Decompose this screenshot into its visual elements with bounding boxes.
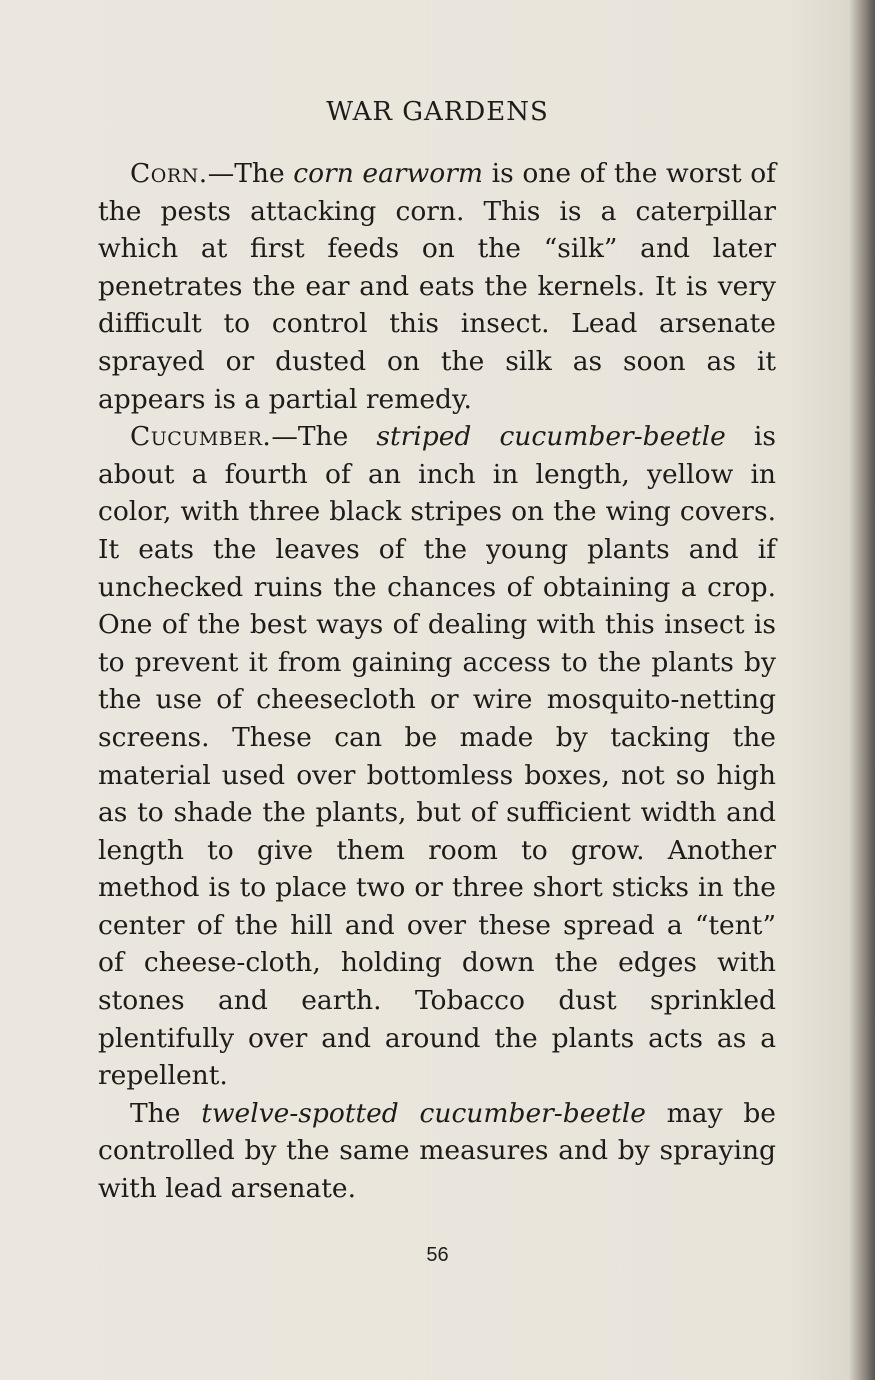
paragraph-text: is about a fourth of an inch in length, yellow in color, with three black stripes on the wing covers. It eats the leaves of the young plants and if unchecked ruins the chances of obtaining a crop. One of the best ways of dealing with this insect is to prevent it from gaining access to the plants by the use of cheesecloth or wire mosquito-netting screens. These can be made by tacking the material used over bottomless boxes, not so high as to shade the plants, but of sufficient width and length to give them room to grow. Another method is to place two or three short sticks in the center of the hill and over these spread a “tent” of cheese-cloth, holding down the edges with stones and earth. Tobacco dust sprinkled plentifully over and around the plants acts as a repellent. [98, 421, 776, 1092]
paragraph-text: The [297, 421, 377, 453]
italic-term-corn-earworm: corn earworm [293, 158, 483, 189]
running-head: WAR GARDENS [326, 97, 549, 127]
paragraph-text: The [130, 1097, 202, 1129]
dash: — [207, 158, 235, 189]
paragraph-text: The [234, 158, 294, 189]
body-text [98, 155, 776, 1208]
lead-in-corn: Corn. [130, 158, 208, 189]
dash: — [271, 421, 298, 453]
paragraph-twelve-spotted [98, 1095, 776, 1208]
paragraph-cucumber [98, 418, 776, 1095]
italic-term-twelve-spotted-cucumber-beetle: twelve-spotted cucumber-beetle [201, 1097, 646, 1129]
lead-in-cucumber: Cucumber. [130, 421, 272, 453]
italic-term-striped-cucumber-beetle: striped cucumber-beetle [376, 421, 726, 453]
paragraph-text: may be controlled by the same measures and by spraying with lead arsenate. [98, 1097, 776, 1205]
paragraph-corn [98, 155, 776, 418]
paragraph-text: is one of the worst of the pests attacking corn. This is a caterpillar which at first feeds on the “silk” and later penetrates the ear and eats the kernels. It is very difficult to control this insect. Lead arsenate sprayed or dusted on the silk as soon as it appears is a partial remedy. [98, 158, 776, 415]
page-number: 56 [426, 1244, 449, 1266]
